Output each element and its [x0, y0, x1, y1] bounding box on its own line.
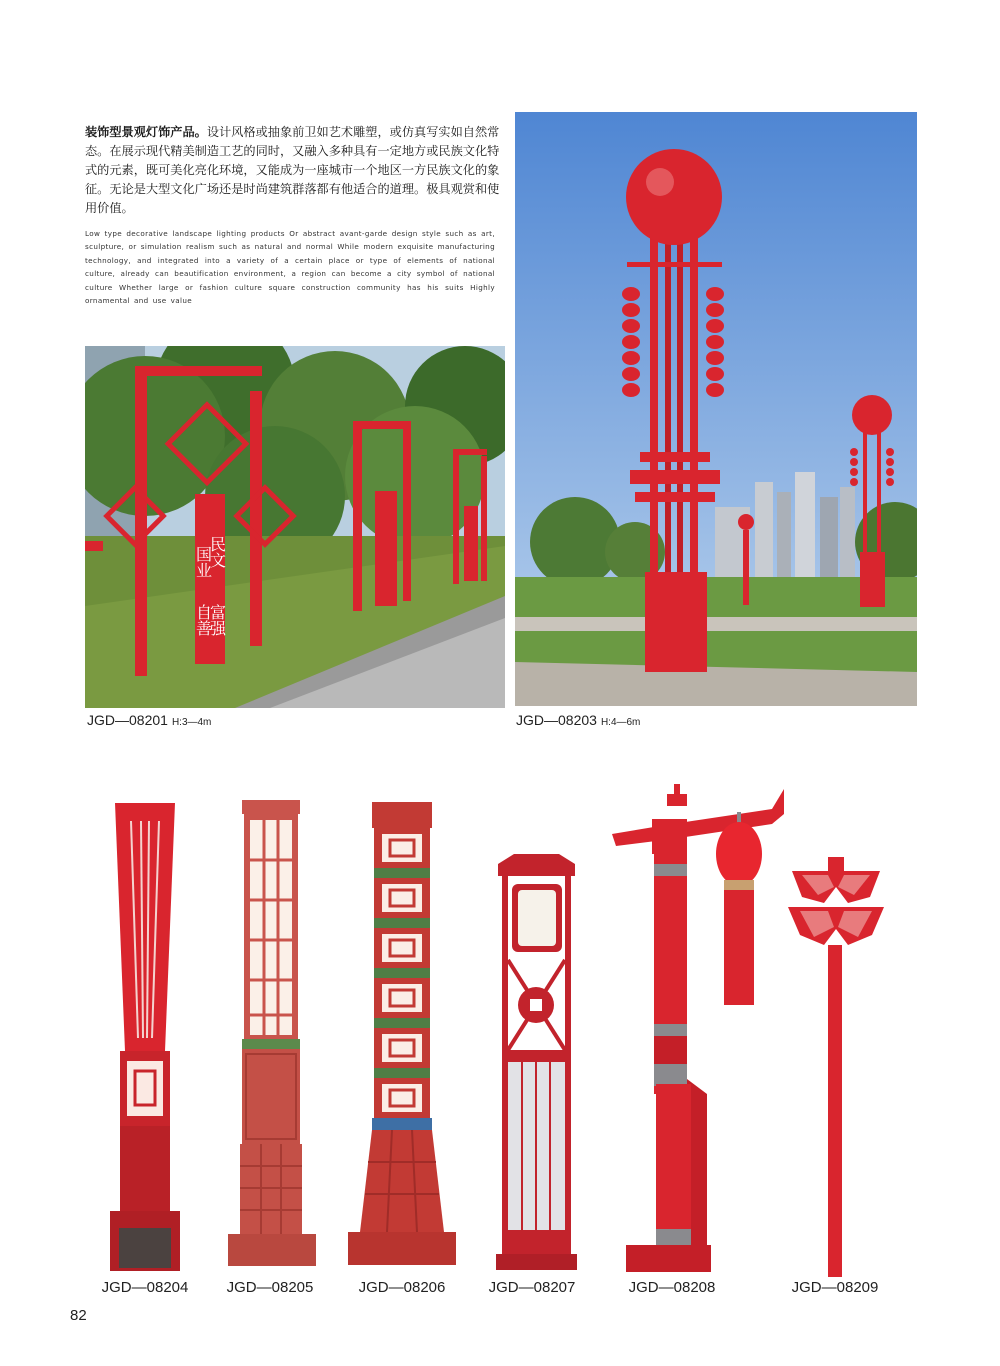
caption-08209: JGD—08209	[791, 1279, 879, 1296]
lamp-jgd-08204	[105, 803, 185, 1271]
caption-08208: JGD—08208	[628, 1279, 716, 1296]
intro-english: Low type decorative landscape lighting products Or abstract avant-garde design style such as art, sculpture, or simulation realism such as natural and normal While modern exquisite manufacturing technology, and integrated into a variety of a certain place or type of elements of national culture, already can beautification environment, a region can become a city symbol of national culture Whether large or fashion culture square construction community has his suits Highly ornamental and use value	[85, 229, 495, 306]
page-number: 82	[70, 1307, 87, 1324]
caption-height: H:3—4m	[171, 717, 212, 728]
sign-text-3: 自善	[193, 604, 213, 636]
caption-code: JGD—08201	[87, 712, 168, 728]
lamp-jgd-08209	[788, 857, 884, 1277]
caption-08205: JGD—08205	[226, 1279, 314, 1296]
caption-08201	[87, 712, 211, 728]
intro-body-cn: 设计风格或抽象前卫如艺术雕塑，或仿真写实如自然常态。在展示现代精美制造工艺的同时，又融入多种具有一定地方或民族文化特式的元素，既可美化亮化环境，又能成为一座城市一个地区一方民族文化的象征。无论是大型文化广场还是时尚建筑群落都有他适合的道理。极具观赏和使用价值。	[85, 125, 500, 215]
caption-08203	[516, 712, 640, 728]
photo-jgd-08201	[85, 346, 505, 708]
sign-text-2: 富强	[207, 604, 227, 636]
caption-08207: JGD—08207	[488, 1279, 576, 1296]
photo-jgd-08203	[515, 112, 917, 706]
caption-08206: JGD—08206	[358, 1279, 446, 1296]
intro-lead: 装饰型景观灯饰产品。	[85, 125, 207, 139]
caption-08204: JGD—08204	[101, 1279, 189, 1296]
lamp-jgd-08208	[612, 784, 784, 1272]
sign-text-4: 民文	[207, 536, 227, 568]
caption-code: JGD—08203	[516, 712, 597, 728]
lamp-jgd-08205	[228, 800, 316, 1266]
intro-chinese	[85, 123, 510, 218]
lamp-jgd-08206	[342, 802, 462, 1265]
caption-height: H:4—6m	[600, 717, 641, 728]
lamp-jgd-08207	[494, 850, 579, 1270]
sign-text-1: 国业	[193, 546, 213, 578]
